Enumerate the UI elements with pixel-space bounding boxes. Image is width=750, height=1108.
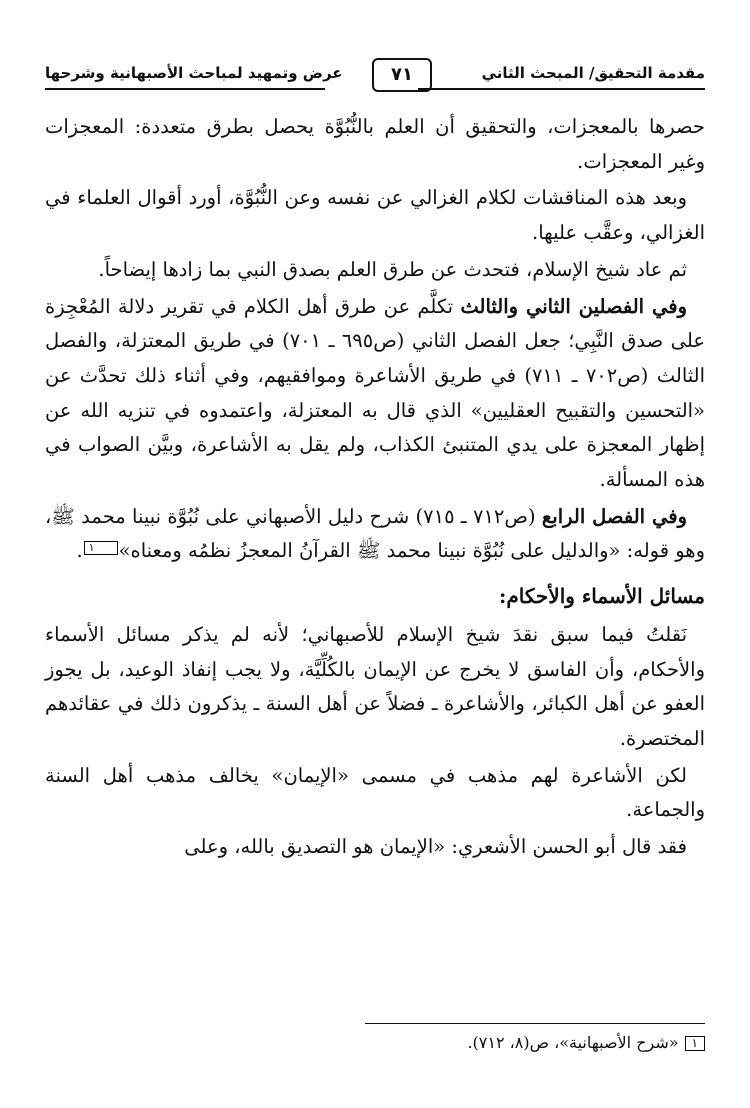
footnote bbox=[45, 1031, 705, 1055]
paragraph bbox=[45, 290, 705, 498]
paragraph: وبعد هذه المناقشات لكلام الغزالي عن نفسه وعن النُّبُوَّة، أورد أقوال العلماء في الغزالي، وعقَّب عليها. bbox=[45, 186, 705, 245]
header-rule-left bbox=[45, 88, 325, 90]
paragraph bbox=[45, 500, 705, 569]
running-header bbox=[45, 62, 705, 102]
header-section-title: عرض وتمهيد لمباحث الأصبهانية وشرحها bbox=[45, 64, 343, 82]
paragraph: فقد قال أبو الحسن الأشعري: «الإيمان هو التصديق بالله، وعلى bbox=[184, 835, 687, 859]
header-chapter-title: مقدمة التحقيق/ المبحث الثاني bbox=[481, 64, 705, 82]
main-text bbox=[45, 110, 705, 867]
paragraph: نَقلتُ فيما سبق نقدَ شيخ الإسلام للأصبهاني؛ لأنه لم يذكر مسائل الأسماء والأحكام، وأن الفاسق لا يخرج عن الإيمان بالكُلِّيَّة، ولا يجب إنفاذ الوعيد، بل يجوز العفو عن أهل الكبائر، والأشاعرة ـ فضلاً عن أهل السنة ـ يذكرون ذلك في عقائدهم المختصرة. bbox=[45, 622, 705, 750]
paragraph-end: . bbox=[76, 539, 83, 563]
paragraph-text: (ص٧١٢ ـ ٧١٥) شرح دليل الأصبهاني على نُبُوَّة نبينا محمد ﷺ، وهو قوله: «والدليل على نُبُوَّة نبينا محمد ﷺ القرآنُ المعجزُ نظمُه ومعناه» bbox=[45, 504, 705, 563]
paragraph: حصرها بالمعجزات، والتحقيق أن العلم بالنُّبُوَّة يحصل بطرق متعددة: المعجزات وغير المعجزات. bbox=[45, 115, 705, 173]
bold-phrase: وفي الفصل الرابع bbox=[541, 504, 687, 528]
header-rule-right bbox=[418, 88, 705, 90]
paragraph-text: تكلَّم عن طرق أهل الكلام في تقرير دلالة المُعْجِزة على صدق النَّبِي؛ جعل الفصل الثاني (ص٦٩٥ ـ ٧٠١) في طريق المعتزلة، والفصل الثالث (ص٧٠٢ ـ ٧١١) في طريق الأشاعرة وموافقيهم، وفي أثناء ذلك تحدَّث عن «التحسين والتقبيح العقليين» الذي قال به المعتزلة، واعتمدوه في تنزيه الله عن إظهار المعجزة على يدي المتنبئ الكذاب، ولم يقل به الأشاعرة، وبيَّن الصواب في هذه المسألة. bbox=[45, 294, 706, 492]
paragraph: لكن الأشاعرة لهم مذهب في مسمى «الإيمان» يخالف مذهب أهل السنة والجماعة. bbox=[45, 763, 705, 822]
section-heading: مسائل الأسماء والأحكام: bbox=[499, 584, 705, 609]
page-number: ٧١ bbox=[372, 58, 432, 92]
footnote-reference[interactable]: ١ bbox=[84, 541, 118, 555]
footnote-marker: ١ bbox=[685, 1036, 705, 1051]
footnote-text: «شرح الأصبهانية»، ص(٨، ٧١٢). bbox=[467, 1033, 679, 1052]
footnote-separator bbox=[365, 1023, 705, 1024]
bold-phrase: وفي الفصلين الثاني والثالث bbox=[460, 294, 687, 318]
paragraph: ثم عاد شيخ الإسلام، فتحدث عن طرق العلم بصدق النبي بما زادها إيضاحاً. bbox=[98, 257, 687, 281]
